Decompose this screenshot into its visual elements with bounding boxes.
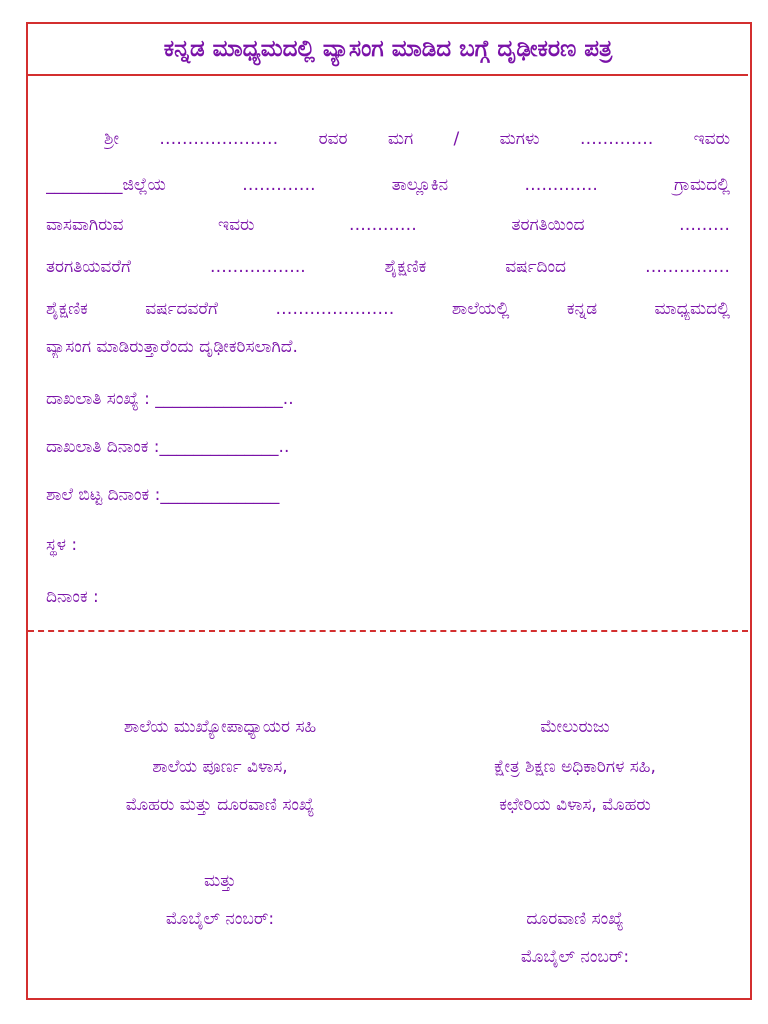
leaving-date-field: ಶಾಲೆ ಬಿಟ್ಟ ದಿನಾಂಕ :______________ [46, 485, 280, 505]
right-signature-line-2: ಕ್ಷೇತ್ರ ಶಿಕ್ಷಣ ಅಧಿಕಾರಿಗಳ ಸಹಿ, [494, 757, 656, 777]
left-signature-line-5: ಮೊಬೈಲ್ ನಂಬರ್: [165, 909, 275, 929]
paragraph-line-1: ಶ್ರೀ ………………… ರವರ ಮಗ / ಮಗಳು …………. ಇವರು [104, 129, 730, 149]
admission-date-field: ದಾಖಲಾತಿ ದಿನಾಂಕ :______________.. [46, 437, 290, 457]
admission-number-field: ದಾಖಲಾತಿ ಸಂಖ್ಯೆ : _______________.. [46, 389, 294, 409]
left-signature-line-1: ಶಾಲೆಯ ಮುಖ್ಯೋಪಾಧ್ಯಾಯರ ಸಹಿ [123, 717, 317, 737]
title-divider [28, 74, 748, 76]
right-signature-line-1: ಮೇಲುರುಜು [540, 717, 610, 737]
date-field: ದಿನಾಂಕ : [46, 587, 99, 607]
left-signature-line-4: ಮತ್ತು [203, 871, 237, 891]
paragraph-line-3: ವಾಸವಾಗಿರುವ ಇವರು ………… ತರಗತಿಯಿಂದ ……… [46, 215, 730, 235]
certificate-border [26, 22, 752, 1000]
paragraph-line-5: ಶೈಕ್ಷಣಿಕ ವರ್ಷದವರೆಗೆ ………………… ಶಾಲೆಯಲ್ಲಿ ಕನ್ನಡ ಮಾಧ್ಯಮದಲ್ಲಿ [46, 299, 730, 319]
paragraph-line-2: _________ಜಿಲ್ಲೆಯ …………. ತಾಲ್ಲೂಕಿನ …………. ಗ್ರಾಮದಲ್ಲಿ [46, 175, 730, 195]
right-signature-line-4: ದೂರವಾಣಿ ಸಂಖ್ಯೆ [526, 909, 624, 929]
right-signature-line-3: ಕಛೇರಿಯ ವಿಳಾಸ, ಮೊಹರು [499, 795, 651, 815]
left-signature-line-2: ಶಾಲೆಯ ಪೂರ್ಣ ವಿಳಾಸ, [152, 757, 288, 777]
paragraph-line-6: ವ್ಯಾಸಂಗ ಮಾಡಿರುತ್ತಾರೆಂದು ದೃಢೀಕರಿಸಲಾಗಿದೆ. [46, 337, 298, 357]
left-signature-line-3: ಮೊಹರು ಮತ್ತು ದೂರವಾಣಿ ಸಂಖ್ಯೆ [125, 795, 315, 815]
paragraph-line-4: ತರಗತಿಯವರೆಗೆ …………….. ಶೈಕ್ಷಣಿಕ ವರ್ಷದಿಂದ …………… [46, 257, 730, 277]
place-field: ಸ್ಥಳ : [46, 535, 78, 555]
dashed-separator [28, 630, 748, 632]
right-signature-line-5: ಮೊಬೈಲ್ ನಂಬರ್: [520, 947, 630, 967]
document-title: ಕನ್ನಡ ಮಾಧ್ಯಮದಲ್ಲಿ ವ್ಯಾಸಂಗ ಮಾಡಿದ ಬಗ್ಗೆ ದೃಢೀಕರಣ ಪತ್ರ [163, 36, 613, 62]
